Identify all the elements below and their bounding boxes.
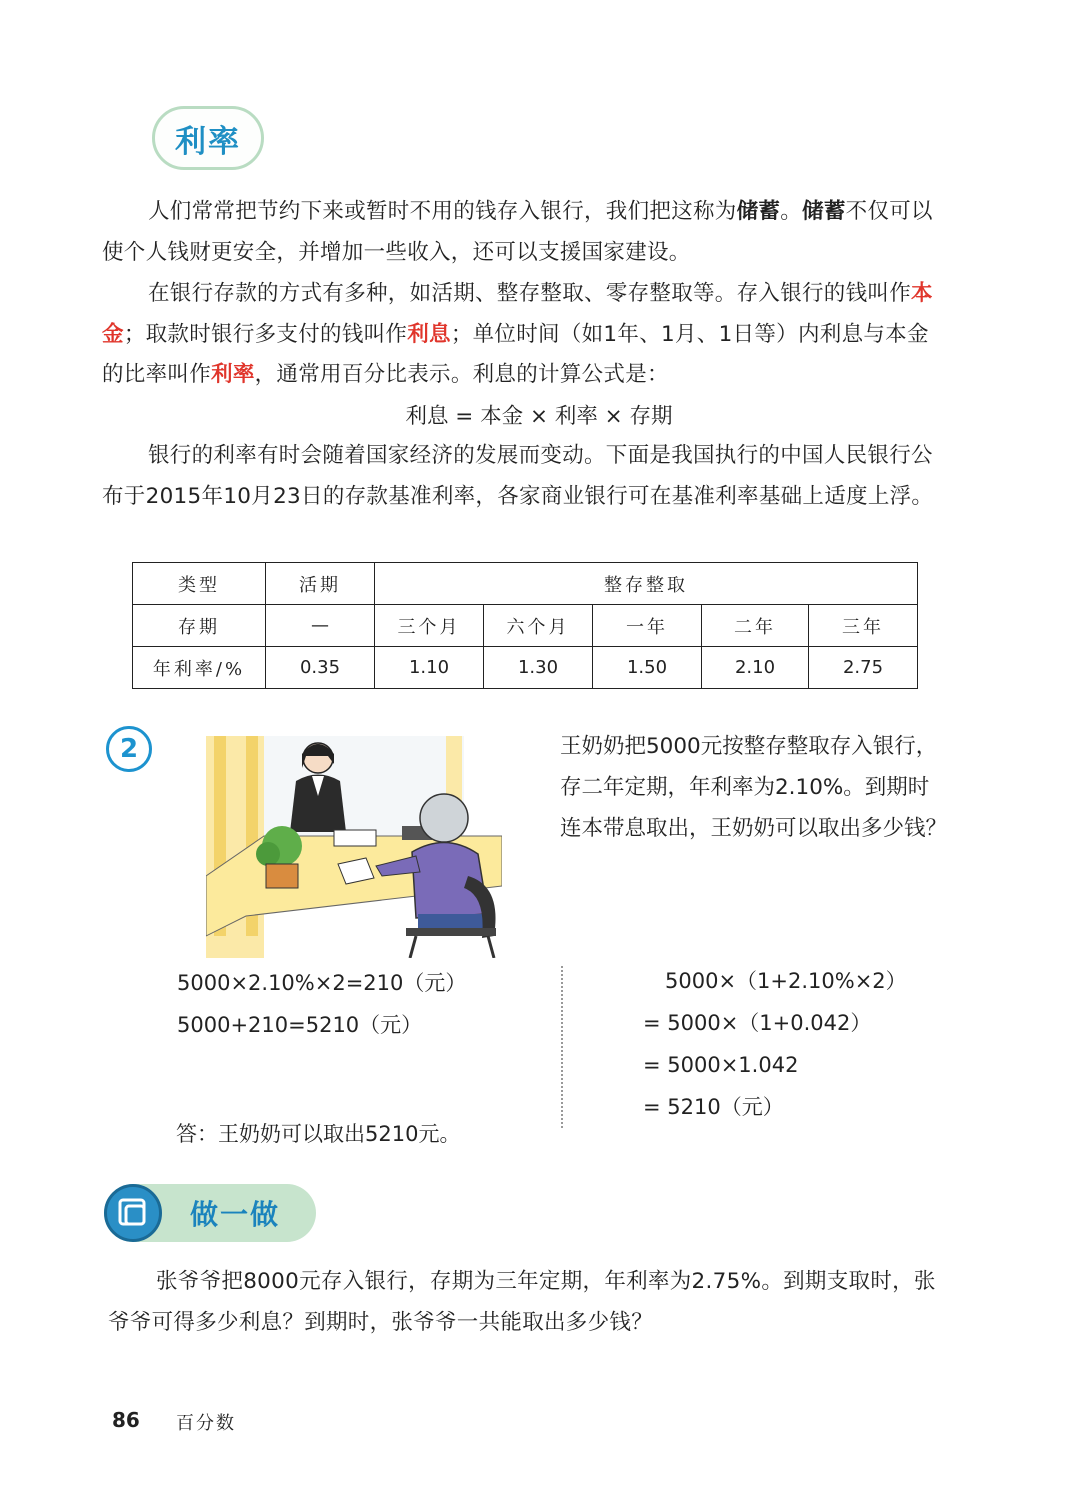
- section-title-text: 利率: [175, 123, 241, 160]
- term-interest: 利息: [407, 321, 451, 347]
- chapter-name: 百分数: [176, 1413, 236, 1434]
- bank-counter-illustration: [206, 736, 502, 958]
- exercise-text: 张爷爷把8000元存入银行，存期为三年定期，年利率为2.75%。到期支取时，张爷爷可得多少利息？到期时，张爷爷一共能取出多少钱？: [108, 1269, 936, 1335]
- deposit-rate-table: [132, 562, 918, 689]
- table-cell: 一年: [593, 605, 702, 647]
- table-cell: 1.10: [375, 647, 484, 689]
- table-cell: —: [266, 605, 375, 647]
- right-calculation: [643, 960, 907, 1128]
- table-cell: 0.35: [266, 647, 375, 689]
- table-row-header: [133, 563, 918, 605]
- calc-line: 5000×2.10%×2=210（元）: [177, 971, 467, 995]
- table-cell: 2.10: [702, 647, 809, 689]
- page-number: 86: [112, 1408, 140, 1432]
- left-calculation: [177, 962, 466, 1046]
- term-principal: 本金: [102, 281, 933, 347]
- example-problem-text: 王奶奶把5000元按整存整取存入银行，存二年定期，年利率为2.10%。到期时连本带息取出，王奶奶可以取出多少钱？: [560, 734, 948, 841]
- table-cell: 三年: [809, 605, 918, 647]
- intro-paragraph-1: 人们常常把节约下来或暂时不用的钱存入银行，我们把这称为储蓄。储蓄不仅可以使个人钱财更安全，并增加一些收入，还可以支援国家建设。: [102, 199, 933, 265]
- table-cell: 活期: [266, 563, 375, 605]
- table-row-rate: [133, 647, 918, 689]
- calc-line: 5000+210=5210（元）: [177, 1013, 423, 1037]
- interest-formula: 利息 = 本金 × 利率 × 存期: [405, 404, 673, 429]
- term-rate: 利率: [211, 362, 255, 387]
- calc-line: = 5210（元）: [643, 1095, 784, 1119]
- table-cell: 二年: [702, 605, 809, 647]
- table-cell: 1.50: [593, 647, 702, 689]
- table-cell: 三个月: [375, 605, 484, 647]
- intro-paragraph-2: 在银行存款的方式有多种，如活期、整存整取、零存整取等。存入银行的钱叫作本金；取款时银行多支付的钱叫作利息；单位时间（如1年、1月、1日等）内利息与本金的比率叫作利率，通常用百分比表示。利息的计算公式是：: [102, 281, 933, 387]
- table-cell: 存期: [133, 605, 266, 647]
- table-cell: 类型: [133, 563, 266, 605]
- calc-line: = 5000×1.042: [643, 1053, 799, 1077]
- calc-divider: [561, 966, 563, 1128]
- table-cell: 1.30: [484, 647, 593, 689]
- section-title: [152, 106, 264, 170]
- example-number-badge: 2: [106, 726, 152, 772]
- calc-line: 5000×（1+2.10%×2）: [665, 969, 907, 993]
- example-answer: 答：王奶奶可以取出5210元。: [176, 1122, 461, 1146]
- exercise-label: 做一做: [190, 1198, 281, 1231]
- table-row-term: [133, 605, 918, 647]
- intro-paragraph-3: 银行的利率有时会随着国家经济的发展而变动。下面是我国执行的中国人民银行公布于2015年10月23日的存款基准利率，各家商业银行可在基准利率基础上适度上浮。: [102, 443, 934, 509]
- table-cell: 整存整取: [375, 563, 918, 605]
- table-cell: 六个月: [484, 605, 593, 647]
- table-cell: 2.75: [809, 647, 918, 689]
- calc-line: = 5000×（1+0.042）: [643, 1011, 872, 1035]
- exercise-icon: [104, 1184, 162, 1242]
- table-cell: 年利率/%: [133, 647, 266, 689]
